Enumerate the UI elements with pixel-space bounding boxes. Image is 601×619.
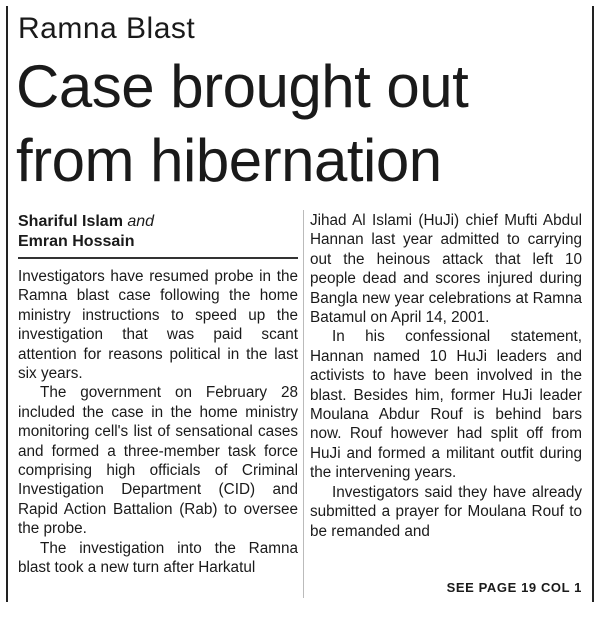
left-border-rule [6, 6, 8, 602]
byline-conjunction: and [127, 213, 155, 230]
right-border-rule [592, 6, 594, 602]
author-1: Shariful Islam [18, 213, 123, 230]
paragraph-3-start: The investigation into the Ramna blast took a new turn after Harkatul [18, 539, 298, 577]
paragraph-3-end: Jihad Al Islami (HuJi) chief Mufti Abdul Hannan last year admitted to carrying out the heinous attack that left 10 people dead and scores injured during Bangla new year celebrations at Ramna Batamul on April 14, 2001. [310, 212, 582, 327]
headline: Case brought out from hibernation [16, 53, 469, 194]
author-2: Emran Hossain [18, 233, 135, 250]
paragraph-5: Investigators said they have already submitted a prayer for Moulana Rouf to be remanded and [310, 483, 582, 540]
column-gutter [303, 210, 304, 598]
byline-rule [18, 257, 298, 259]
column-2 [310, 211, 582, 541]
paragraph-4: In his confessional statement, Hannan named 10 HuJi leaders and activists to have been involved in the blast. Besides him, former HuJi leader Moulana Abdur Rouf is behind bars now. Rouf however had split off from HuJi and formed a militant outfit during the intervening years. [310, 328, 582, 482]
kicker: Ramna Blast [18, 12, 196, 45]
byline [18, 212, 298, 252]
column-1 [18, 267, 298, 578]
paragraph-1: Investigators have resumed probe in the Ramna blast case following the home ministry instructions to speed up the investigation that was paid scant attention for reasons political in the last six years. [18, 268, 298, 383]
jump-line: SEE PAGE 19 COL 1 [446, 580, 582, 595]
paragraph-2: The government on February 28 included the case in the home ministry monitoring cell's list of sensational cases and formed a three-member task force comprising high officials of Criminal Investigation Department (CID) and Rapid Action Battalion (Rab) to oversee the probe. [18, 384, 298, 538]
